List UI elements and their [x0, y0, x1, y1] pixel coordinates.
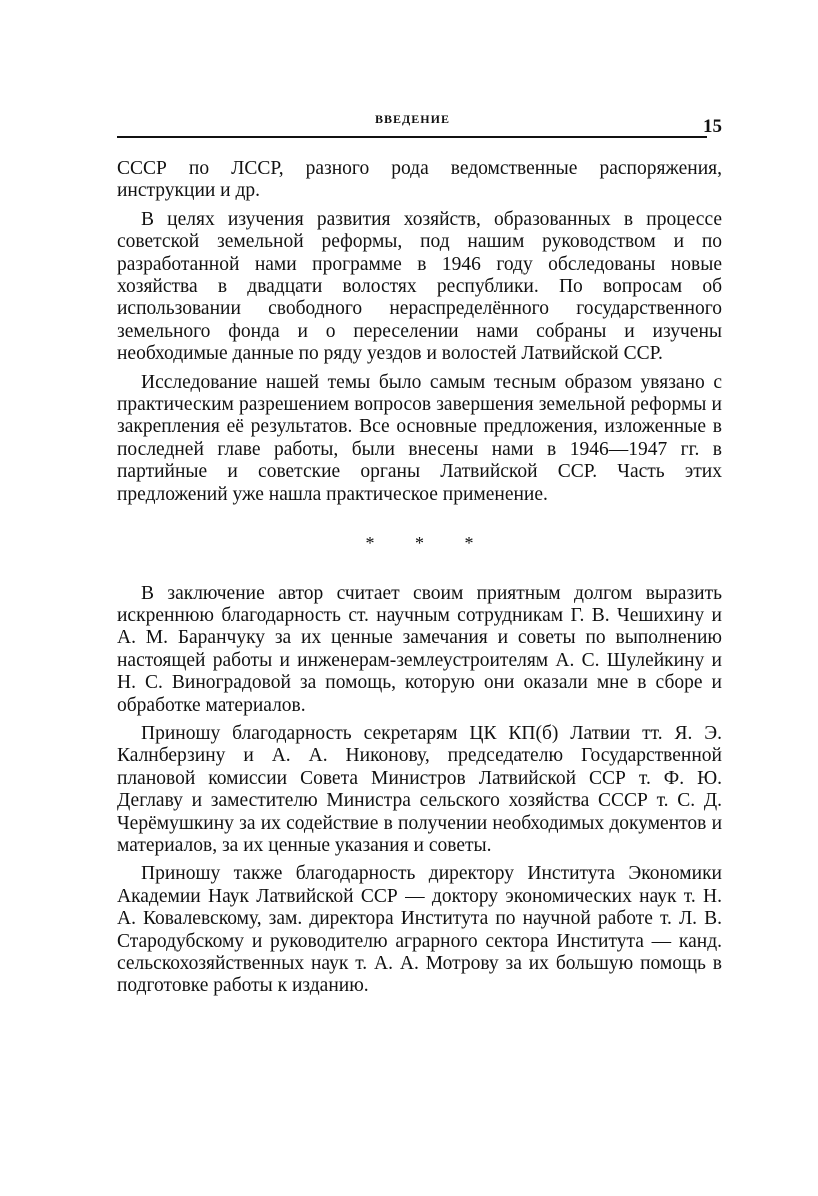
paragraph: Исследование нашей темы было самым тесным образом увязано с практическим разрешением вопросов завершения земельной реформы и закрепления её результатов. Все основные предложения, изложенные в последней главе работы, были внесены нами в 1946—1947 гг. в партийные и советские органы Латвийской ССР. Часть этих предложений уже нашла практическое применение. — [117, 371, 722, 505]
section-separator: * * * — [365, 533, 492, 554]
paragraph: Приношу также благодарность директору Института Экономики Академии Наук Латвийской ССР — доктору экономических наук т. Н. А. Ковалевскому, зам. директора Института по научной работе т. Л. В. Стародубскому и руководителю аграрного сектора Института — канд. сельскохозяйственных наук т. А. А. Мотрову за их большую помощь в подготовке работы к изданию. — [117, 863, 722, 997]
header-rule — [117, 136, 707, 138]
paragraph: Приношу благодарность секретарям ЦК КП(б) Латвии тт. Я. Э. Калнберзину и А. А. Никонову, председателю Государственной плановой комиссии Совета Министров Латвийской ССР т. Ф. Ю. Деглаву и заместителю Министра сельского хозяйства СССР т. С. Д. Черёмушкину за их содействие в получении необходимых документов и материалов, за их ценные указания и советы. — [117, 722, 722, 856]
running-header — [117, 112, 722, 142]
page-body — [117, 158, 722, 1004]
page-number: 15 — [703, 116, 722, 137]
paragraph: В заключение автор считает своим приятным долгом выразить искреннюю благодарность ст. научным сотрудникам Г. В. Чешихину и А. М. Баранчуку за их ценные замечания и советы по выполнению настоящей работы и инженерам-землеустроителям А. С. Шулейкину и Н. С. Виноградовой за помощь, которую они оказали мне в сборе и обработке материалов. — [117, 582, 722, 716]
running-title: ВВЕДЕНИЕ — [375, 112, 450, 126]
paragraph: В целях изучения развития хозяйств, образованных в процессе советской земельной реформы, под нашим руководством и по разработанной нами программе в 1946 году обследованы новые хозяйства в двадцати волостях республики. По вопросам об использовании свободного нераспределённого государственного земельного фонда и о переселении нами собраны и изучены необходимые данные по ряду уездов и волостей Латвийской ССР. — [117, 208, 722, 365]
paragraph-continuation: СССР по ЛССР, разного рода ведомственные распоряжения, инструкции и др. — [117, 158, 722, 202]
